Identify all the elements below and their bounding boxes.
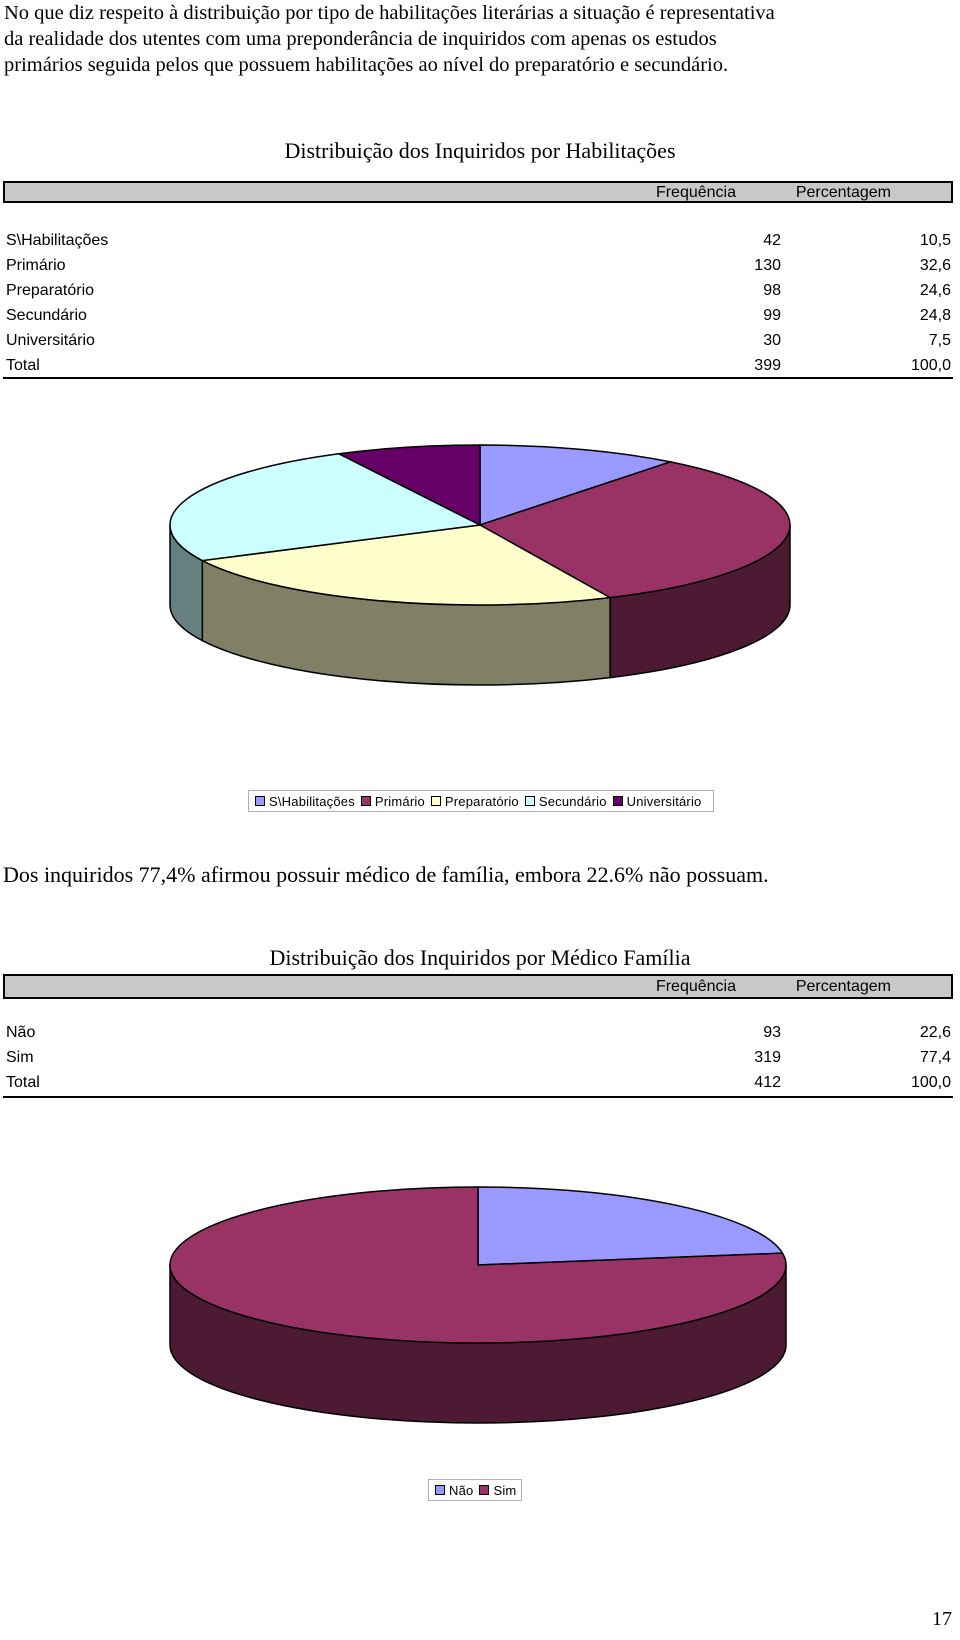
table-row <box>6 279 954 304</box>
intro-line: primários seguida pelos que possuem habilitações ao nível do preparatório e secundário. <box>4 54 729 76</box>
row-frequency: 30 <box>763 332 781 349</box>
legend-swatch <box>361 796 371 806</box>
legend-label: Primário <box>374 793 425 809</box>
legend-item <box>613 794 702 809</box>
table-row-total <box>6 354 954 379</box>
row-frequency: 399 <box>754 357 781 374</box>
table2-bottom-rule <box>3 1096 953 1098</box>
row-frequency: 98 <box>763 282 781 299</box>
legend-label: Sim <box>493 1482 517 1498</box>
legend-swatch <box>255 796 265 806</box>
row-label: Secundário <box>6 307 87 324</box>
table1-header-percentagem: Percentagem <box>795 184 891 201</box>
legend-item <box>431 794 519 809</box>
legend-swatch <box>431 796 441 806</box>
row-percentage: 100,0 <box>910 1074 951 1091</box>
row-label: Total <box>6 357 40 374</box>
row-label: S\Habilitações <box>6 232 109 249</box>
legend-swatch <box>525 796 535 806</box>
intro-line: da realidade dos utentes com uma preponderância de inquiridos com apenas os estudos <box>4 28 717 50</box>
table1-title: Distribuição dos Inquiridos por Habilitações <box>284 138 676 163</box>
row-percentage: 24,6 <box>919 282 951 299</box>
intro-line: No que diz respeito à distribuição por tipo de habilitações literárias a situação é representativa <box>4 2 775 24</box>
row-label: Sim <box>6 1049 34 1066</box>
row-percentage: 22,6 <box>919 1024 951 1041</box>
legend-label: Preparatório <box>444 793 519 809</box>
chart2-legend <box>428 1479 522 1501</box>
row-percentage: 32,6 <box>919 257 951 274</box>
row-label: Preparatório <box>6 282 95 299</box>
row-frequency: 99 <box>763 307 781 324</box>
row-frequency: 412 <box>754 1074 781 1091</box>
table-row <box>6 1046 954 1071</box>
medico-familia-sentence: Dos inquiridos 77,4% afirmou possuir médico de família, embora 22.6% não possuam. <box>3 862 769 887</box>
table2-title: Distribuição dos Inquiridos por Médico Família <box>269 945 691 970</box>
legend-swatch <box>479 1485 489 1495</box>
row-label: Universitário <box>6 332 95 349</box>
table1-header-frequencia: Frequência <box>655 184 736 201</box>
table-row <box>6 329 954 354</box>
pie-chart-habilitacoes <box>0 440 960 730</box>
legend-swatch <box>435 1485 445 1495</box>
table2-header <box>3 974 953 999</box>
table-row <box>6 254 954 279</box>
legend-label: Não <box>449 1482 474 1498</box>
legend-item <box>255 794 355 809</box>
legend-label: S\Habilitações <box>269 793 355 809</box>
row-percentage: 10,5 <box>919 232 951 249</box>
chart1-legend <box>248 790 714 812</box>
row-label: Total <box>6 1074 40 1091</box>
table2-body <box>6 1021 954 1096</box>
row-frequency: 42 <box>763 232 781 249</box>
legend-swatch <box>613 796 623 806</box>
legend-item <box>525 794 607 809</box>
row-label: Não <box>6 1024 36 1041</box>
row-percentage: 7,5 <box>928 332 951 349</box>
pie-chart-medico-familia <box>0 1175 960 1455</box>
row-percentage: 24,8 <box>919 307 951 324</box>
table2-header-percentagem: Percentagem <box>795 978 891 995</box>
page-number: 17 <box>932 1608 952 1630</box>
row-frequency: 319 <box>754 1049 781 1066</box>
intro-paragraph <box>4 0 952 78</box>
row-percentage: 77,4 <box>919 1049 951 1066</box>
row-frequency: 93 <box>763 1024 781 1041</box>
pie-slice <box>478 1187 782 1265</box>
row-percentage: 100,0 <box>910 357 951 374</box>
table1-body <box>6 229 954 379</box>
table-row <box>6 304 954 329</box>
legend-item <box>435 1483 473 1498</box>
row-frequency: 130 <box>754 257 781 274</box>
row-label: Primário <box>6 257 66 274</box>
legend-item <box>479 1483 516 1498</box>
table-row <box>6 229 954 254</box>
legend-label: Secundário <box>538 793 607 809</box>
legend-item <box>361 794 425 809</box>
table1-bottom-rule <box>3 377 953 379</box>
table-row-total <box>6 1071 954 1096</box>
table2-header-frequencia: Frequência <box>655 978 736 995</box>
legend-label: Universitário <box>626 793 702 809</box>
table-row <box>6 1021 954 1046</box>
table1-header <box>3 181 953 203</box>
